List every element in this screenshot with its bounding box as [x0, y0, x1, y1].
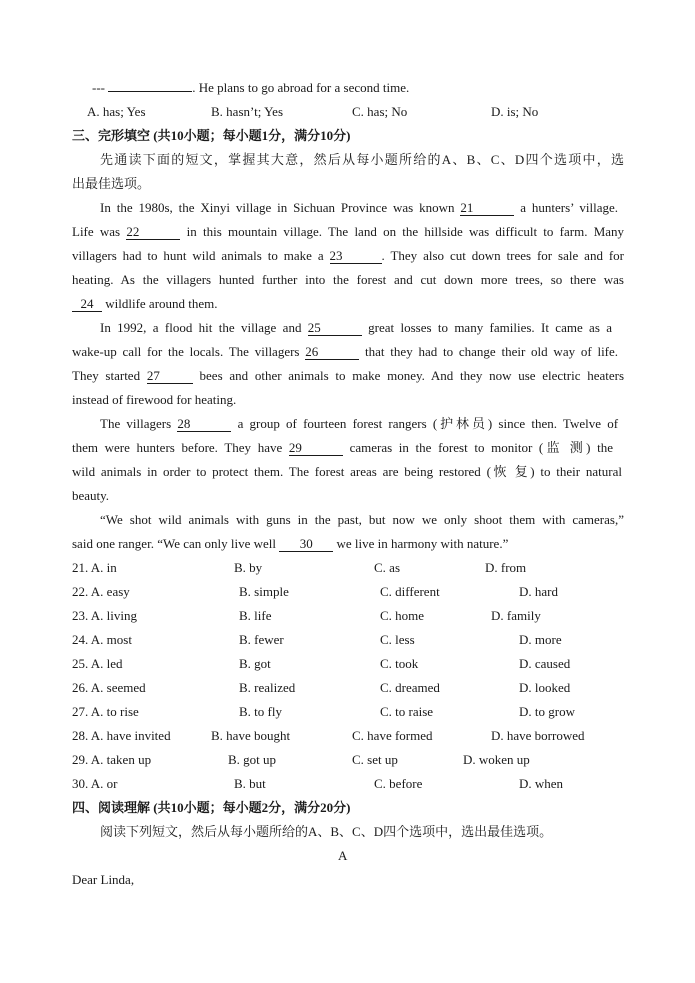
- blank-28: 28: [177, 417, 231, 432]
- option-27c: C. to raise: [380, 704, 434, 719]
- option-21c: C. as: [374, 560, 400, 575]
- option-24a: 24. A. most: [72, 632, 132, 647]
- blank-29: 29: [289, 441, 343, 456]
- q20-option-d: D. is; No: [491, 104, 539, 119]
- passage-line: heating. As the villagers hunted further into the forest and cut down more trees, so there was: [72, 272, 624, 287]
- passage-line: In 1992, a flood hit the village and 25 great losses to many families. It came as a: [100, 320, 613, 335]
- option-23d: D. family: [491, 608, 541, 623]
- blank-26: 26: [305, 345, 359, 360]
- option-24d: D. more: [519, 632, 562, 647]
- passage-line: They started 27 bees and other animals to make money. And they now use electric heaters: [72, 368, 625, 383]
- passage-line: Life was 22 in this mountain village. The land on the hillside was difficult to farm. Many: [72, 224, 625, 239]
- option-22b: B. simple: [239, 584, 289, 599]
- passage-line: In the 1980s, the Xinyi village in Sichuan Province was known 21 a hunters’ village.: [100, 200, 619, 215]
- option-30a: 30. A. or: [72, 776, 118, 791]
- option-29c: C. set up: [352, 752, 398, 767]
- option-27a: 27. A. to rise: [72, 704, 139, 719]
- section3-instruction-line1: 先通读下面的短文，掌握其大意，然后从每小题所给的A、B、C、D四个选项中，选: [100, 152, 624, 167]
- blank-30: 30: [279, 537, 333, 552]
- option-29d: D. woken up: [463, 752, 530, 767]
- q20-blank: [108, 91, 192, 92]
- option-26c: C. dreamed: [380, 680, 440, 695]
- passage-line: villagers had to hunt wild animals to make a 23 . They also cut down trees for sale and for: [72, 248, 625, 263]
- option-27b: B. to fly: [239, 704, 282, 719]
- option-27d: D. to grow: [519, 704, 575, 719]
- blank-24: 24: [72, 297, 102, 312]
- section4-instruction: 阅读下列短文，然后从每小题所给的A、B、C、D四个选项中，选出最佳选项。: [100, 824, 553, 839]
- option-28a: 28. A. have invited: [72, 728, 171, 743]
- q20-option-a: A. has; Yes: [87, 104, 146, 119]
- option-24c: C. less: [380, 632, 415, 647]
- option-23b: B. life: [239, 608, 272, 623]
- option-28b: B. have bought: [211, 728, 291, 743]
- passage-line: instead of firewood for heating.: [72, 392, 237, 407]
- passage-line: “We shot wild animals with guns in the past, but now we only shoot them with cameras,”: [100, 512, 624, 527]
- option-26a: 26. A. seemed: [72, 680, 146, 695]
- option-26d: D. looked: [519, 680, 571, 695]
- q20-reply-line: --- . He plans to go abroad for a second time.: [92, 80, 410, 95]
- q20-option-c: C. has; No: [352, 104, 408, 119]
- blank-25: 25: [308, 321, 362, 336]
- option-25d: D. caused: [519, 656, 571, 671]
- option-25c: C. took: [380, 656, 419, 671]
- passage-line: wild animals in order to protect them. The forest areas are being restored (恢 复) to their natural: [72, 464, 622, 479]
- option-25b: B. got: [239, 656, 271, 671]
- option-25a: 25. A. led: [72, 656, 123, 671]
- option-21d: D. from: [485, 560, 527, 575]
- passage-line: The villagers 28 a group of fourteen forest rangers (护林员) since then. Twelve of: [100, 416, 619, 431]
- option-22c: C. different: [380, 584, 440, 599]
- option-23a: 23. A. living: [72, 608, 138, 623]
- option-22a: 22. A. easy: [72, 584, 130, 599]
- option-30d: D. when: [519, 776, 564, 791]
- section4-heading: 四、阅读理解 (共10小题；每小题2分，满分20分): [72, 800, 351, 815]
- option-30c: C. before: [374, 776, 423, 791]
- blank-23: 23: [330, 249, 382, 264]
- option-30b: B. but: [234, 776, 266, 791]
- option-21b: B. by: [234, 560, 263, 575]
- option-22d: D. hard: [519, 584, 558, 599]
- passage-line: said one ranger. “We can only live well 30 we live in harmony with nature.”: [72, 536, 509, 551]
- section3-heading: 三、完形填空 (共10小题；每小题1分，满分10分): [72, 128, 351, 143]
- passage-line: beauty.: [72, 488, 110, 503]
- option-23c: C. home: [380, 608, 425, 623]
- passage-line: wake-up call for the locals. The villagers 26 that they had to change their old way of life.: [72, 344, 619, 359]
- option-29b: B. got up: [228, 752, 277, 767]
- blank-22: 22: [126, 225, 180, 240]
- letter-salutation: Dear Linda,: [72, 872, 135, 887]
- blank-27: 27: [147, 369, 193, 384]
- option-21a: 21. A. in: [72, 560, 117, 575]
- blank-21: 21: [460, 201, 514, 216]
- passage-line: 24 wildlife around them.: [72, 295, 624, 313]
- section3-instruction-line2: 出最佳选项。: [72, 176, 151, 191]
- option-26b: B. realized: [239, 680, 296, 695]
- option-29a: 29. A. taken up: [72, 752, 152, 767]
- option-28d: D. have borrowed: [491, 728, 585, 743]
- option-28c: C. have formed: [352, 728, 433, 743]
- q20-option-b: B. hasn’t; Yes: [211, 104, 284, 119]
- option-24b: B. fewer: [239, 632, 284, 647]
- passage-line: them were hunters before. They have 29 cameras in the forest to monitor (监 测) the: [72, 440, 613, 455]
- passage-a-label: A: [338, 848, 348, 863]
